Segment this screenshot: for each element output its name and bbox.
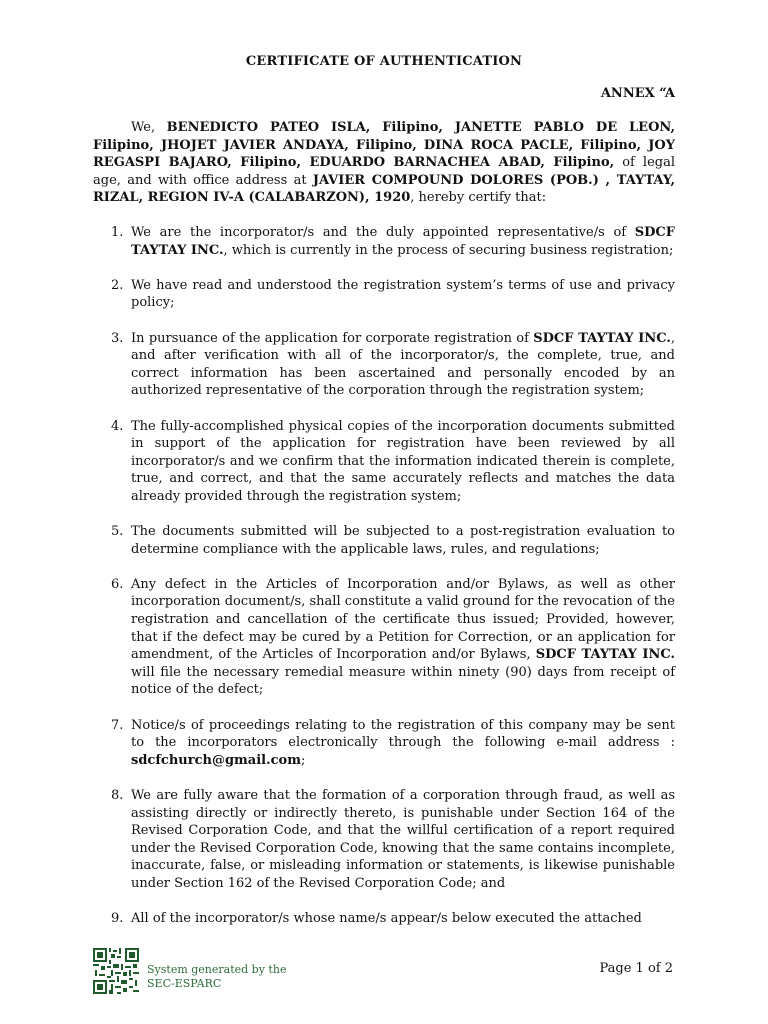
item-text: We have read and understood the registration system’s terms of use and privacy policy;: [131, 277, 675, 311]
document-title: CERTIFICATE OF AUTHENTICATION: [245, 54, 523, 69]
item-text: The fully-accomplished physical copies of the incorporation documents submitted in support of the application for registration have been reviewed by all incorporator/s and we confirm that the information indicated therein is complete, true, and correct, and that the same accurately reflects and matches the data already provided through the registration system;: [131, 418, 675, 504]
item-text-post: ;: [300, 752, 306, 768]
item-text: All of the incorporator/s whose name/s appear/s below executed the attached: [131, 911, 642, 927]
item-text: In pursuance of the application for corporate registration of: [131, 330, 534, 346]
item-number: 2.: [111, 277, 124, 293]
item-bold: SDCF TAYTAY INC.: [535, 647, 675, 663]
item-text-post: will file the necessary remedial measure within ninety (90) days from receipt of notice of the defect;: [131, 664, 675, 698]
system-line-2: SEC-ESPARC: [147, 977, 222, 990]
annex-label: ANNEX “A: [600, 86, 675, 101]
intro-we: We,: [131, 120, 167, 135]
list-item: [93, 224, 675, 259]
intro-names: BENEDICTO PATEO ISLA, Filipino, JANETTE PABLO DE LEON, Filipino, JHOJET JAVIER ANDAYA, Filipino, DINA ROCA PACLE, Filipino, JOY REGASPI BAJARO, Filipino, EDUARDO BARNACHEA ABAD, Filipino,: [93, 120, 675, 171]
qr-code-icon: [93, 948, 139, 994]
item-text: We are the incorporator/s and the duly appointed representative/s of: [131, 225, 635, 240]
item-bold: SDCF TAYTAY INC.: [131, 225, 675, 258]
list-item: [93, 787, 675, 893]
item-text-post: , which is currently in the process of securing business registration;: [223, 242, 674, 258]
list-item: [93, 523, 675, 558]
item-number: 4.: [111, 418, 124, 434]
page-number: Page 1 of 2: [599, 961, 673, 976]
item-text: The documents submitted will be subjected to a post-registration evaluation to determine compliance with the applicable laws, rules, and regulations;: [131, 524, 675, 557]
list-item: [93, 277, 675, 312]
item-number: 6.: [111, 576, 124, 592]
item-number: 3.: [111, 330, 124, 346]
list-item: [93, 330, 675, 400]
item-number: 1.: [111, 225, 124, 240]
item-number: 7.: [111, 717, 124, 733]
item-text: Notice/s of proceedings relating to the registration of this company may be sent to the incorporators electronically through the following e-mail address :: [131, 717, 675, 751]
list-item: [93, 717, 675, 770]
intro-address: JAVIER COMPOUND DOLORES (POB.) , TAYTAY, RIZAL, REGION IV-A (CALABARZON), 1920: [93, 172, 675, 206]
item-bold: SDCF TAYTAY INC.: [533, 330, 671, 346]
item-number: 9.: [111, 911, 124, 927]
intro-paragraph: [93, 119, 675, 207]
email-address: sdcfchurch@gmail.com: [131, 752, 301, 768]
intro-end: , hereby certify that:: [410, 190, 547, 206]
list-item: [93, 910, 675, 928]
system-line-1: System generated by the: [147, 963, 287, 976]
item-text: Any defect in the Articles of Incorporation and/or Bylaws, as well as other incorporation document/s, shall constitute a valid ground for the revocation of the registration and cancellation of the certificate thus issued; Provided, however, that if the defect may be cured by a Petition for Correction, or an application for amendment, of the Articles of Incorporation and/or Bylaws,: [131, 576, 675, 663]
item-number: 8.: [111, 788, 124, 803]
certification-list: [93, 224, 675, 928]
intro-mid: of legal age, and with office address at: [93, 155, 675, 188]
list-item: [93, 418, 675, 506]
list-item: [93, 576, 675, 699]
system-generated-note: [147, 963, 286, 991]
item-number: 5.: [111, 524, 124, 540]
item-text: We are fully aware that the formation of a corporation through fraud, as well as assisting directly or indirectly thereto, is punishable under Section 164 of the Revised Corporation Code, and that the willful certification of a report required under the Revised Corporation Code, knowing that the same contains incomplete, inaccurate, false, or misleading information or statements, is likewise punishable under Section 162 of the Revised Corporation Code; and: [131, 788, 675, 891]
item-text-post: , and after verification with all of the incorporator/s, the complete, true, and correct information has been ascertained and personally encoded by an authorized representative of the corporation through the registration system;: [131, 330, 676, 399]
